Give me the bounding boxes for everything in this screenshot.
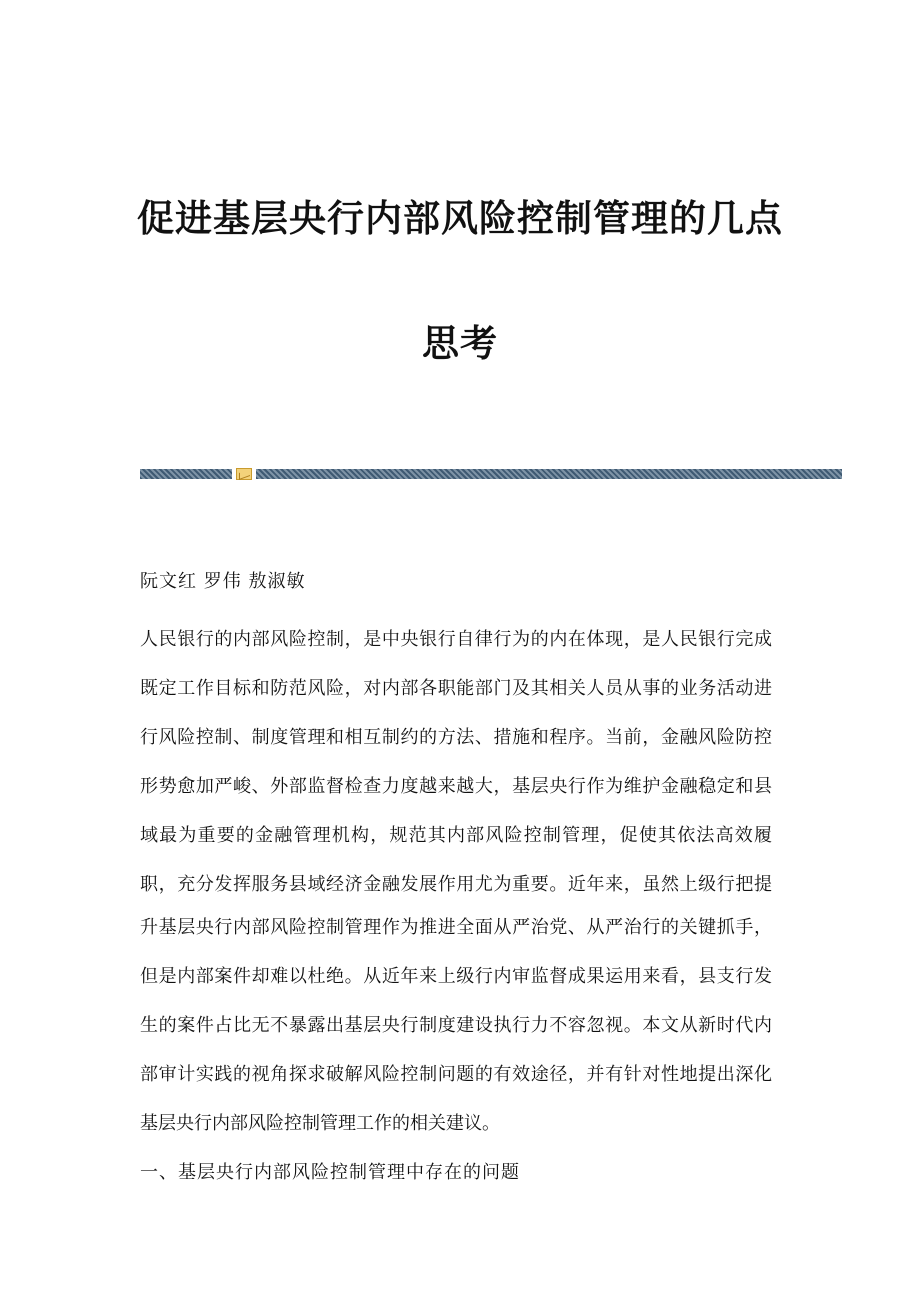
paragraph-line: 形势愈加严峻、外部监督检查力度越来越大，基层央行作为维护金融稳定和县 <box>140 776 772 797</box>
paragraph-line: 既定工作目标和防范风险，对内部各职能部门及其相关人员从事的业务活动进 <box>140 678 772 699</box>
paragraph-line: 域最为重要的金融管理机构，规范其内部风险控制管理，促使其依法高效履 <box>140 825 772 846</box>
paragraph-line: 升基层央行内部风险控制管理作为推进全面从严治党、从严治行的关键抓手， <box>140 917 772 938</box>
paragraph-line: 职，充分发挥服务县域经济金融发展作用尤为重要。近年来，虽然上级行把提 <box>140 874 772 895</box>
author-list: 阮文红 罗伟 敖淑敏 <box>140 571 306 592</box>
divider-bar-left <box>140 469 232 479</box>
envelope-icon <box>236 468 252 480</box>
paragraph-line: 生的案件占比无不暴露出基层央行制度建设执行力不容忽视。本文从新时代内 <box>140 1015 772 1036</box>
paragraph-line: 基层央行内部风险控制管理工作的相关建议。 <box>140 1113 500 1134</box>
document-title-line-2: 思考 <box>422 322 498 365</box>
paragraph-line: 行风险控制、制度管理和相互制约的方法、措施和程序。当前，金融风险防控 <box>140 727 772 748</box>
document-title-line-1: 促进基层央行内部风险控制管理的几点 <box>137 197 783 240</box>
paragraph-line: 部审计实践的视角探求破解风险控制问题的有效途径，并有针对性地提出深化 <box>140 1064 772 1085</box>
section-heading: 一、基层央行内部风险控制管理中存在的问题 <box>140 1162 520 1183</box>
paragraph-line: 人民银行的内部风险控制，是中央银行自律行为的内在体现，是人民银行完成 <box>140 629 772 650</box>
divider-bar-right <box>256 469 842 479</box>
paragraph-line: 但是内部案件却难以杜绝。从近年来上级行内审监督成果运用来看，县支行发 <box>140 966 772 987</box>
